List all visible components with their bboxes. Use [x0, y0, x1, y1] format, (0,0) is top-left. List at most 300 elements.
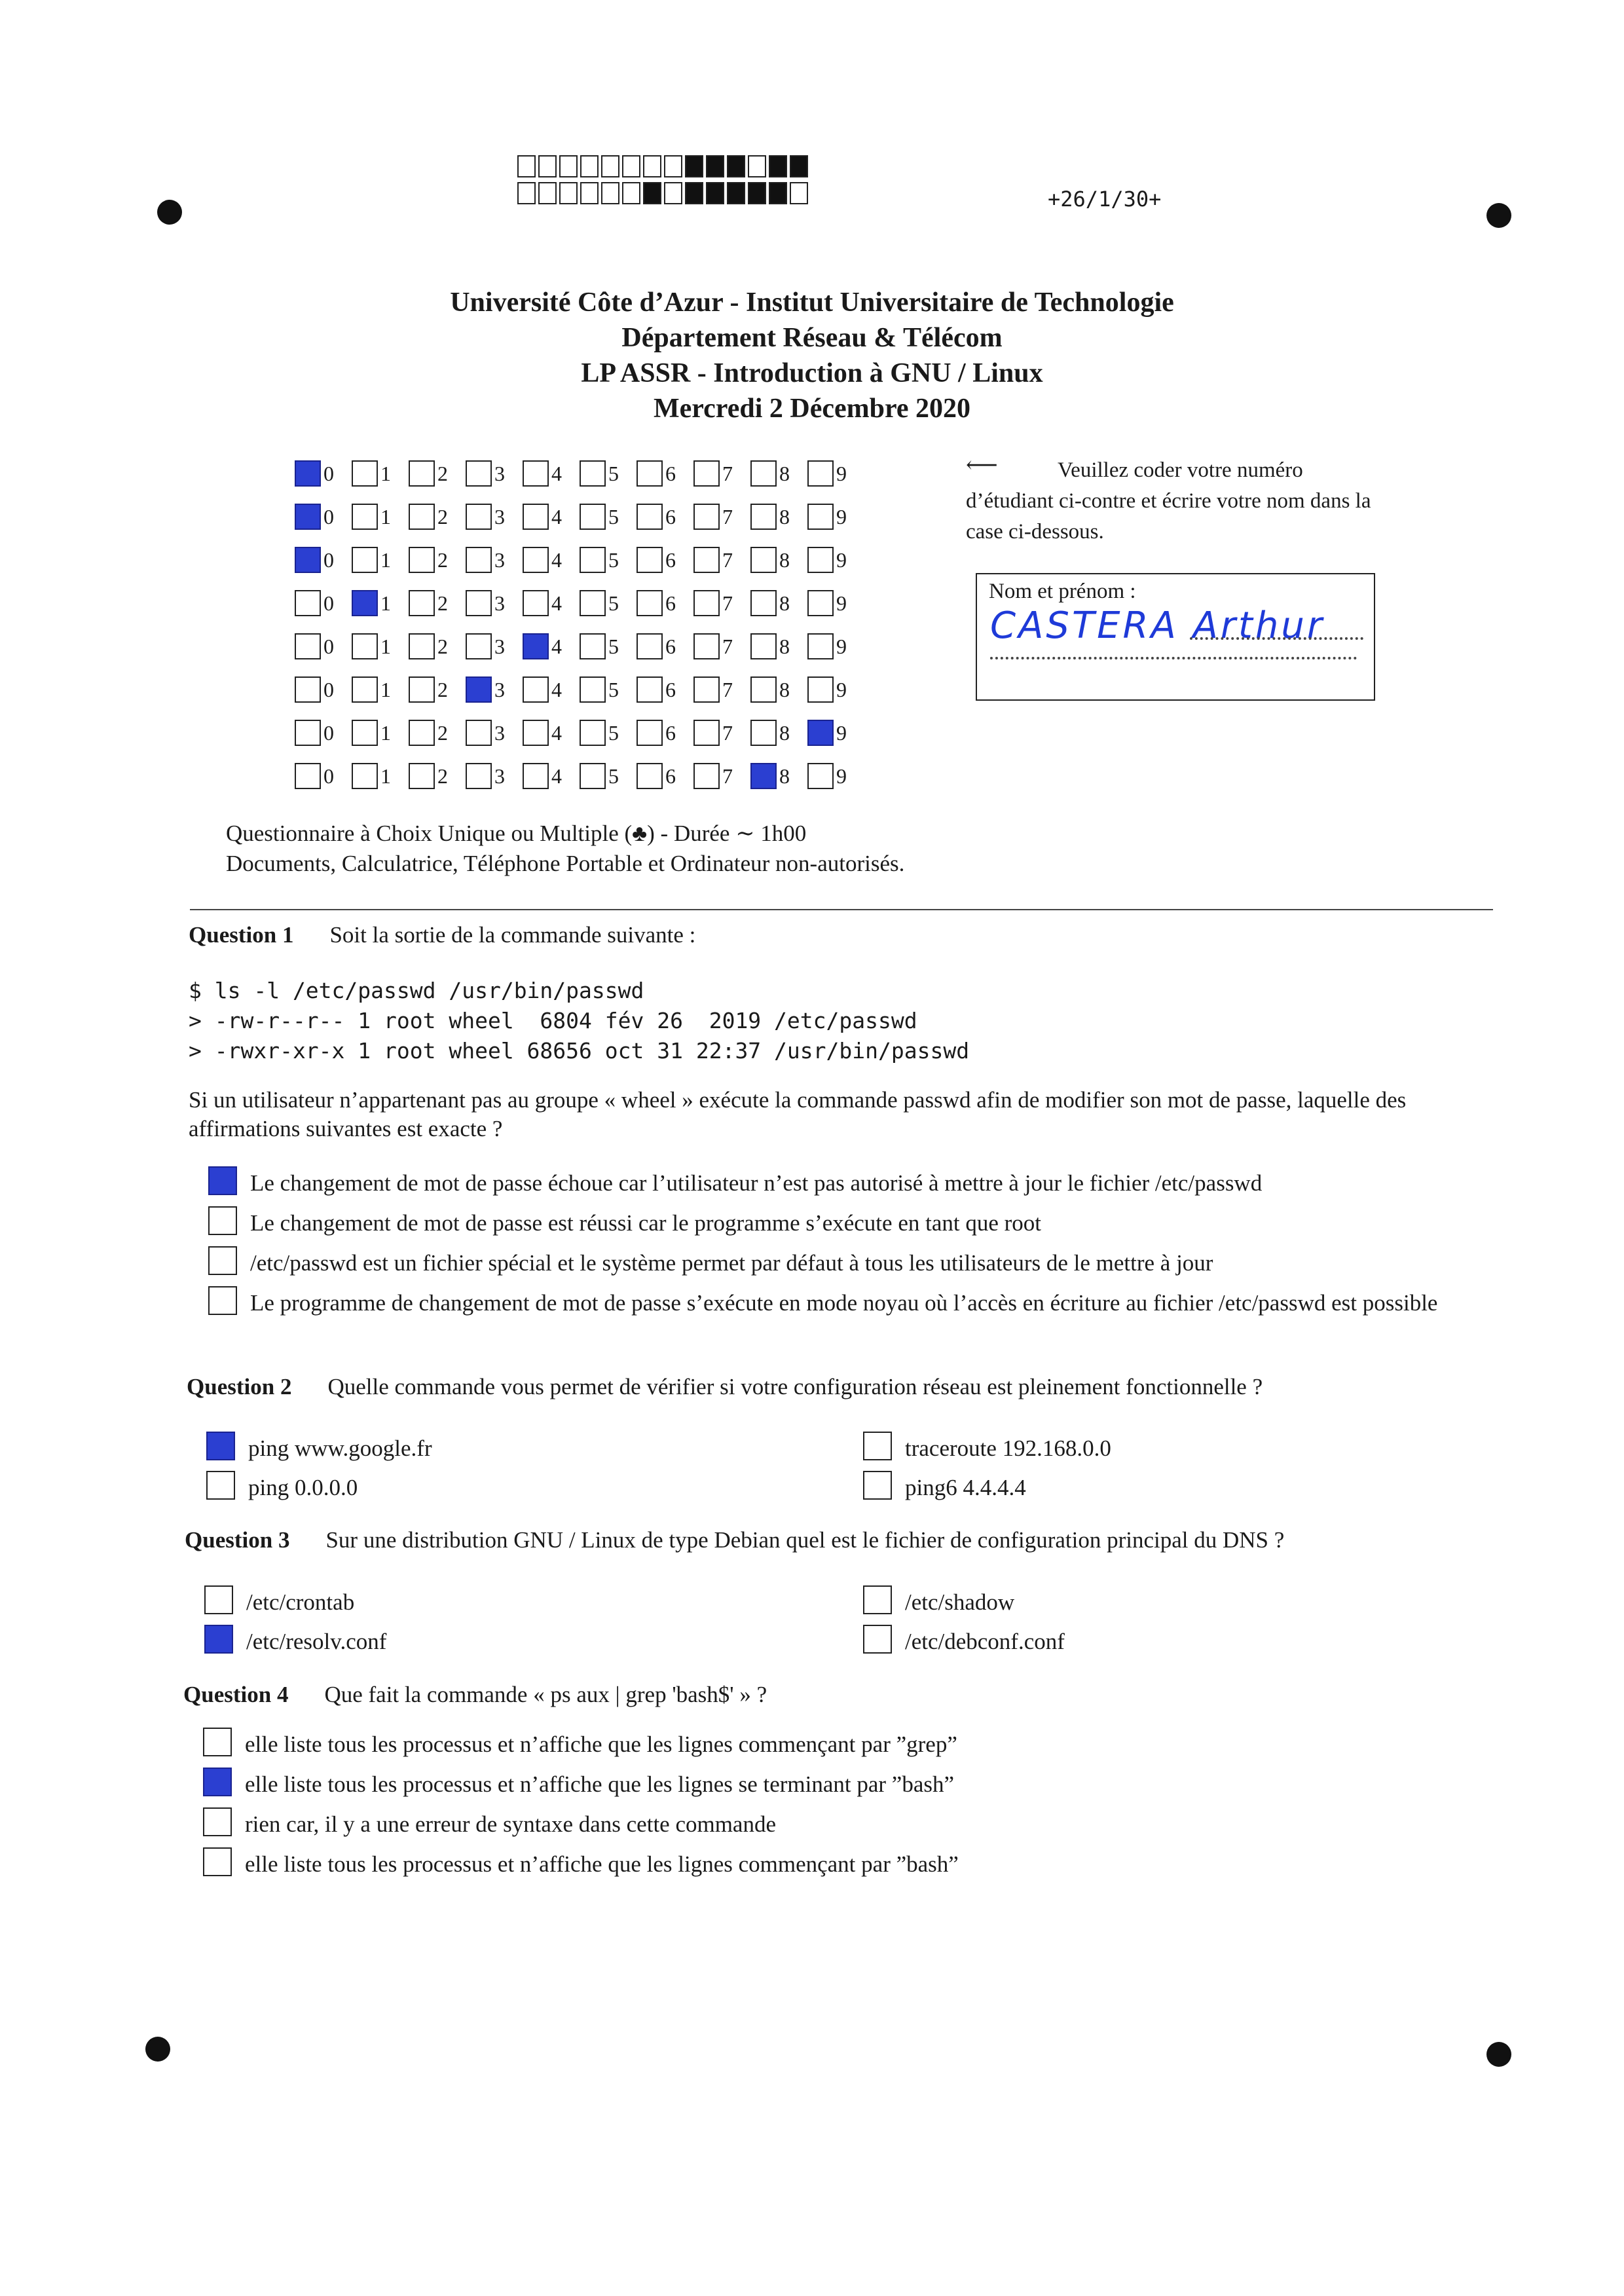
digit-checkbox[interactable]: [295, 720, 321, 746]
digit-checkbox[interactable]: [693, 720, 720, 746]
digit-label: 7: [722, 461, 733, 485]
digit-label: 0: [323, 591, 334, 615]
student-id-cell[interactable]: [295, 720, 352, 746]
student-id-cell[interactable]: [466, 633, 523, 659]
digit-checkbox[interactable]: [580, 720, 606, 746]
q3-option-4[interactable]: [863, 1627, 1065, 1656]
digit-label: 1: [380, 720, 391, 745]
digit-checkbox[interactable]: [295, 633, 321, 659]
handwritten-name: CASTERA Arthur: [990, 604, 1325, 647]
student-id-cell[interactable]: [750, 547, 807, 573]
digit-checkbox[interactable]: [580, 547, 606, 573]
digit-checkbox[interactable]: [352, 763, 378, 789]
digit-checkbox[interactable]: [807, 547, 834, 573]
digit-label: 5: [608, 504, 619, 528]
digit-checkbox[interactable]: [637, 504, 663, 530]
student-id-cell[interactable]: [409, 460, 466, 487]
student-id-cell[interactable]: [807, 633, 864, 659]
digit-checkbox[interactable]: [352, 676, 378, 703]
checkbox[interactable]: [204, 1585, 233, 1614]
digit-checkbox[interactable]: [352, 590, 378, 616]
digit-label: 2: [437, 504, 448, 528]
exam-info-line-1: Questionnaire à Choix Unique ou Multiple (♣) - Durée ∼ 1h00: [226, 821, 807, 846]
barcode-bit: [643, 182, 661, 204]
digit-label: 4: [551, 591, 562, 615]
digit-checkbox[interactable]: [466, 547, 492, 573]
checkbox[interactable]: [208, 1286, 237, 1315]
student-id-row: [295, 711, 864, 754]
digit-label: 1: [380, 504, 391, 528]
student-id-cell[interactable]: [807, 590, 864, 616]
digit-label: 3: [494, 764, 505, 788]
digit-checkbox[interactable]: [693, 460, 720, 487]
digit-checkbox[interactable]: [466, 460, 492, 487]
barcode-bit: [580, 182, 599, 204]
student-id-cell[interactable]: [637, 460, 693, 487]
student-id-cell[interactable]: [352, 460, 409, 487]
digit-label: 2: [437, 764, 448, 788]
student-id-row: [295, 754, 864, 798]
digit-checkbox[interactable]: [807, 590, 834, 616]
student-id-cell[interactable]: [523, 504, 580, 530]
student-id-cell[interactable]: [637, 590, 693, 616]
digit-checkbox[interactable]: [693, 633, 720, 659]
digit-label: 0: [323, 504, 334, 528]
student-id-cell[interactable]: [466, 676, 523, 703]
digit-label: 3: [494, 677, 505, 701]
option-label: ping 0.0.0.0: [248, 1475, 358, 1500]
student-id-cell[interactable]: [637, 504, 693, 530]
checkbox[interactable]: [208, 1246, 237, 1275]
option-label: /etc/shadow: [905, 1589, 1015, 1615]
q4-option-2[interactable]: [203, 1770, 1463, 1799]
digit-checkbox[interactable]: [523, 633, 549, 659]
student-id-cell[interactable]: [466, 460, 523, 487]
digit-label: 1: [380, 461, 391, 485]
digit-checkbox[interactable]: [466, 763, 492, 789]
student-id-cell[interactable]: [352, 504, 409, 530]
header-date: Mercredi 2 Décembre 2020: [654, 394, 970, 424]
student-id-cell[interactable]: [523, 460, 580, 487]
digit-label: 7: [722, 591, 733, 615]
student-id-cell[interactable]: [637, 720, 693, 746]
digit-checkbox[interactable]: [807, 504, 834, 530]
student-id-cell[interactable]: [523, 720, 580, 746]
barcode-bit: [706, 155, 724, 177]
checkbox[interactable]: [208, 1166, 237, 1195]
student-id-cell[interactable]: [750, 763, 807, 789]
student-id-cell[interactable]: [466, 763, 523, 789]
student-id-cell[interactable]: [295, 547, 352, 573]
student-id-row: [295, 538, 864, 582]
barcode-bit: [790, 182, 808, 204]
digit-checkbox[interactable]: [523, 547, 549, 573]
checkbox[interactable]: [203, 1768, 232, 1796]
digit-checkbox[interactable]: [750, 590, 777, 616]
q1-option-3[interactable]: [208, 1249, 1468, 1278]
digit-checkbox[interactable]: [466, 590, 492, 616]
student-id-cell[interactable]: [580, 676, 637, 703]
digit-label: 8: [779, 504, 790, 528]
arrow-left-icon: ⟵: [966, 453, 998, 477]
digit-label: 6: [665, 547, 676, 572]
digit-checkbox[interactable]: [637, 460, 663, 487]
digit-checkbox[interactable]: [750, 763, 777, 789]
digit-checkbox[interactable]: [295, 460, 321, 487]
barcode-bit: [685, 182, 703, 204]
digit-label: 0: [323, 764, 334, 788]
digit-label: 2: [437, 461, 448, 485]
q4-option-1[interactable]: [203, 1730, 1463, 1759]
option-label: /etc/resolv.conf: [246, 1629, 387, 1654]
digit-checkbox[interactable]: [580, 460, 606, 487]
digit-checkbox[interactable]: [466, 676, 492, 703]
digit-label: 6: [665, 591, 676, 615]
digit-checkbox[interactable]: [409, 676, 435, 703]
student-id-row: [295, 625, 864, 668]
student-id-cell[interactable]: [750, 633, 807, 659]
digit-label: 5: [608, 591, 619, 615]
digit-checkbox[interactable]: [637, 633, 663, 659]
digit-label: 9: [836, 677, 847, 701]
student-id-cell[interactable]: [352, 633, 409, 659]
student-id-cell[interactable]: [750, 590, 807, 616]
option-label: elle liste tous les processus et n’affiche que les lignes se terminant par ”bash”: [245, 1771, 955, 1797]
question-1-prompt: Si un utilisateur n’appartenant pas au groupe « wheel » exécute la commande passwd afin de modifier son mot de passe, laquelle des affirmations suivantes est exacte ?: [189, 1087, 1407, 1141]
header-university: Université Côte d’Azur - Institut Universitaire de Technologie: [450, 287, 1174, 318]
digit-checkbox[interactable]: [466, 504, 492, 530]
barcode-bit: [622, 182, 640, 204]
digit-label: 7: [722, 764, 733, 788]
digit-checkbox[interactable]: [352, 460, 378, 487]
digit-checkbox[interactable]: [523, 720, 549, 746]
digit-label: 8: [779, 764, 790, 788]
digit-label: 7: [722, 504, 733, 528]
option-label: elle liste tous les processus et n’affiche que les lignes commençant par ”bash”: [245, 1851, 959, 1877]
digit-checkbox[interactable]: [466, 633, 492, 659]
digit-label: 1: [380, 764, 391, 788]
digit-checkbox[interactable]: [580, 590, 606, 616]
checkbox[interactable]: [203, 1728, 232, 1756]
student-id-cell[interactable]: [580, 763, 637, 789]
student-id-grid: [295, 452, 864, 798]
digit-label: 4: [551, 720, 562, 745]
barcode-bit: [769, 155, 787, 177]
digit-checkbox[interactable]: [693, 547, 720, 573]
student-id-cell[interactable]: [807, 676, 864, 703]
digit-checkbox[interactable]: [409, 504, 435, 530]
student-id-cell[interactable]: [693, 504, 750, 530]
student-id-cell[interactable]: [750, 504, 807, 530]
student-id-cell[interactable]: [807, 460, 864, 487]
barcode-bit: [769, 182, 787, 204]
student-id-row: [295, 668, 864, 711]
barcode-bit: [622, 155, 640, 177]
student-id-cell[interactable]: [693, 590, 750, 616]
digit-checkbox[interactable]: [750, 547, 777, 573]
student-id-cell[interactable]: [295, 763, 352, 789]
q3-option-2[interactable]: [863, 1588, 1014, 1617]
student-id-cell[interactable]: [466, 547, 523, 573]
q1-option-1[interactable]: [208, 1169, 1468, 1198]
student-id-cell[interactable]: [807, 547, 864, 573]
option-label: /etc/debconf.conf: [905, 1629, 1065, 1654]
digit-checkbox[interactable]: [352, 547, 378, 573]
digit-checkbox[interactable]: [637, 547, 663, 573]
checkbox[interactable]: [203, 1847, 232, 1876]
student-id-cell[interactable]: [409, 763, 466, 789]
student-id-cell[interactable]: [637, 633, 693, 659]
barcode-row-2: [517, 182, 811, 204]
digit-checkbox[interactable]: [523, 763, 549, 789]
student-id-cell[interactable]: [750, 676, 807, 703]
student-id-cell[interactable]: [580, 590, 637, 616]
digit-checkbox[interactable]: [693, 763, 720, 789]
digit-checkbox[interactable]: [807, 633, 834, 659]
checkbox[interactable]: [204, 1625, 233, 1654]
question-3-header: [185, 1527, 1284, 1553]
option-label: ping6 4.4.4.4: [905, 1475, 1026, 1500]
student-id-cell[interactable]: [580, 547, 637, 573]
option-label: rien car, il y a une erreur de syntaxe dans cette commande: [245, 1811, 776, 1837]
student-id-cell[interactable]: [580, 460, 637, 487]
digit-checkbox[interactable]: [295, 590, 321, 616]
option-label: Le changement de mot de passe est réussi car le programme s’exécute en tant que root: [250, 1210, 1041, 1236]
student-id-cell[interactable]: [807, 720, 864, 746]
student-id-cell[interactable]: [637, 763, 693, 789]
student-id-cell[interactable]: [637, 676, 693, 703]
checkbox[interactable]: [863, 1471, 892, 1500]
digit-checkbox[interactable]: [352, 720, 378, 746]
digit-checkbox[interactable]: [523, 504, 549, 530]
digit-label: 3: [494, 634, 505, 658]
digit-checkbox[interactable]: [352, 633, 378, 659]
student-id-cell[interactable]: [693, 676, 750, 703]
digit-label: 5: [608, 461, 619, 485]
q3-option-1[interactable]: [204, 1588, 354, 1617]
digit-checkbox[interactable]: [580, 676, 606, 703]
q2-option-2[interactable]: [863, 1434, 1111, 1463]
question-1-header: [189, 922, 695, 948]
registration-mark-top-right: [1486, 203, 1511, 228]
digit-checkbox[interactable]: [693, 590, 720, 616]
student-id-cell[interactable]: [580, 720, 637, 746]
digit-checkbox[interactable]: [409, 460, 435, 487]
digit-label: 8: [779, 634, 790, 658]
digit-checkbox[interactable]: [807, 720, 834, 746]
q4-option-4[interactable]: [203, 1850, 1463, 1879]
digit-checkbox[interactable]: [693, 504, 720, 530]
q2-option-3[interactable]: [206, 1473, 358, 1502]
student-id-cell[interactable]: [295, 590, 352, 616]
student-id-cell[interactable]: [295, 504, 352, 530]
digit-label: 7: [722, 547, 733, 572]
checkbox[interactable]: [863, 1585, 892, 1614]
barcode-bit: [517, 155, 536, 177]
student-id-row: [295, 452, 864, 495]
digit-checkbox[interactable]: [409, 633, 435, 659]
student-id-cell[interactable]: [295, 676, 352, 703]
q1-option-2[interactable]: [208, 1209, 1468, 1238]
digit-label: 3: [494, 720, 505, 745]
student-id-cell[interactable]: [693, 763, 750, 789]
student-id-cell[interactable]: [523, 763, 580, 789]
digit-checkbox[interactable]: [750, 504, 777, 530]
q1-option-4[interactable]: [208, 1289, 1481, 1318]
digit-label: 2: [437, 591, 448, 615]
q2-option-4[interactable]: [863, 1473, 1026, 1502]
student-id-cell[interactable]: [523, 633, 580, 659]
student-id-cell[interactable]: [750, 460, 807, 487]
digit-checkbox[interactable]: [295, 504, 321, 530]
barcode-bit: [538, 182, 557, 204]
digit-checkbox[interactable]: [637, 763, 663, 789]
student-id-cell[interactable]: [352, 590, 409, 616]
digit-label: 8: [779, 461, 790, 485]
digit-checkbox[interactable]: [523, 460, 549, 487]
student-id-cell[interactable]: [466, 590, 523, 616]
student-id-cell[interactable]: [750, 720, 807, 746]
student-id-cell[interactable]: [409, 504, 466, 530]
checkbox[interactable]: [206, 1432, 235, 1460]
digit-label: 4: [551, 634, 562, 658]
student-id-cell[interactable]: [580, 633, 637, 659]
barcode-bit: [727, 182, 745, 204]
digit-checkbox[interactable]: [295, 547, 321, 573]
barcode-bit: [517, 182, 536, 204]
digit-label: 7: [722, 677, 733, 701]
digit-label: 7: [722, 720, 733, 745]
student-id-cell[interactable]: [693, 460, 750, 487]
student-id-cell[interactable]: [352, 676, 409, 703]
digit-checkbox[interactable]: [580, 763, 606, 789]
digit-label: 6: [665, 504, 676, 528]
digit-checkbox[interactable]: [750, 633, 777, 659]
student-id-cell[interactable]: [295, 460, 352, 487]
digit-label: 4: [551, 547, 562, 572]
student-id-cell[interactable]: [637, 547, 693, 573]
digit-label: 5: [608, 677, 619, 701]
name-box[interactable]: [976, 573, 1375, 701]
student-id-cell[interactable]: [693, 720, 750, 746]
student-id-cell[interactable]: [409, 590, 466, 616]
digit-label: 9: [836, 461, 847, 485]
option-label: elle liste tous les processus et n’affiche que les lignes commençant par ”grep”: [245, 1731, 957, 1757]
digit-label: 9: [836, 591, 847, 615]
digit-label: 2: [437, 547, 448, 572]
question-label: Question 3: [185, 1527, 290, 1553]
digit-checkbox[interactable]: [352, 504, 378, 530]
digit-checkbox[interactable]: [637, 590, 663, 616]
digit-checkbox[interactable]: [750, 720, 777, 746]
q3-option-3[interactable]: [204, 1627, 386, 1656]
digit-label: 1: [380, 547, 391, 572]
student-id-cell[interactable]: [409, 547, 466, 573]
digit-label: 9: [836, 720, 847, 745]
digit-checkbox[interactable]: [807, 763, 834, 789]
option-label: /etc/crontab: [246, 1589, 355, 1615]
barcode-bit: [748, 182, 766, 204]
student-id-cell[interactable]: [466, 720, 523, 746]
student-id-cell[interactable]: [352, 763, 409, 789]
student-id-cell[interactable]: [523, 676, 580, 703]
digit-checkbox[interactable]: [750, 460, 777, 487]
student-id-cell[interactable]: [409, 676, 466, 703]
digit-checkbox[interactable]: [637, 720, 663, 746]
digit-checkbox[interactable]: [750, 676, 777, 703]
digit-checkbox[interactable]: [409, 763, 435, 789]
exam-info: [226, 819, 904, 879]
digit-label: 3: [494, 504, 505, 528]
digit-checkbox[interactable]: [637, 676, 663, 703]
checkbox[interactable]: [208, 1206, 237, 1235]
student-id-cell[interactable]: [352, 720, 409, 746]
digit-checkbox[interactable]: [295, 763, 321, 789]
checkbox[interactable]: [206, 1471, 235, 1500]
exam-header: [0, 285, 1624, 426]
option-label: ping www.google.fr: [248, 1435, 432, 1461]
barcode-bit: [706, 182, 724, 204]
digit-checkbox[interactable]: [466, 720, 492, 746]
student-id-cell[interactable]: [409, 633, 466, 659]
question-text: Soit la sortie de la commande suivante :: [329, 922, 696, 948]
digit-label: 5: [608, 634, 619, 658]
student-id-cell[interactable]: [466, 504, 523, 530]
digit-checkbox[interactable]: [409, 720, 435, 746]
q4-option-3[interactable]: [203, 1810, 1463, 1839]
student-id-cell[interactable]: [523, 590, 580, 616]
digit-checkbox[interactable]: [693, 676, 720, 703]
barcode-bit: [559, 155, 578, 177]
checkbox[interactable]: [203, 1807, 232, 1836]
digit-checkbox[interactable]: [580, 504, 606, 530]
student-id-cell[interactable]: [580, 504, 637, 530]
digit-checkbox[interactable]: [409, 590, 435, 616]
barcode-bit: [538, 155, 557, 177]
option-label: Le changement de mot de passe échoue car l’utilisateur n’est pas autorisé à mettre à jour le fichier /etc/passwd: [250, 1170, 1263, 1196]
digit-checkbox[interactable]: [409, 547, 435, 573]
q2-option-1[interactable]: [206, 1434, 432, 1463]
checkbox[interactable]: [863, 1625, 892, 1654]
student-id-cell[interactable]: [807, 504, 864, 530]
student-id-cell[interactable]: [409, 720, 466, 746]
digit-label: 6: [665, 764, 676, 788]
question-label: Question 1: [189, 922, 294, 948]
digit-checkbox[interactable]: [807, 676, 834, 703]
digit-checkbox[interactable]: [523, 590, 549, 616]
digit-checkbox[interactable]: [295, 676, 321, 703]
barcode-row-1: [517, 155, 811, 177]
digit-checkbox[interactable]: [580, 633, 606, 659]
digit-label: 5: [608, 720, 619, 745]
digit-checkbox[interactable]: [807, 460, 834, 487]
digit-label: 9: [836, 547, 847, 572]
student-id-cell[interactable]: [693, 547, 750, 573]
digit-label: 0: [323, 634, 334, 658]
student-id-cell[interactable]: [693, 633, 750, 659]
student-id-cell[interactable]: [807, 763, 864, 789]
page-code: +26/1/30+: [1048, 187, 1162, 212]
question-text: Quelle commande vous permet de vérifier si votre configuration réseau est pleinement fonctionnelle ?: [327, 1374, 1263, 1399]
checkbox[interactable]: [863, 1432, 892, 1460]
divider: [190, 909, 1493, 910]
student-id-cell[interactable]: [352, 547, 409, 573]
question-4-header: [183, 1682, 767, 1708]
student-id-cell[interactable]: [523, 547, 580, 573]
digit-label: 3: [494, 461, 505, 485]
student-id-cell[interactable]: [295, 633, 352, 659]
digit-checkbox[interactable]: [523, 676, 549, 703]
